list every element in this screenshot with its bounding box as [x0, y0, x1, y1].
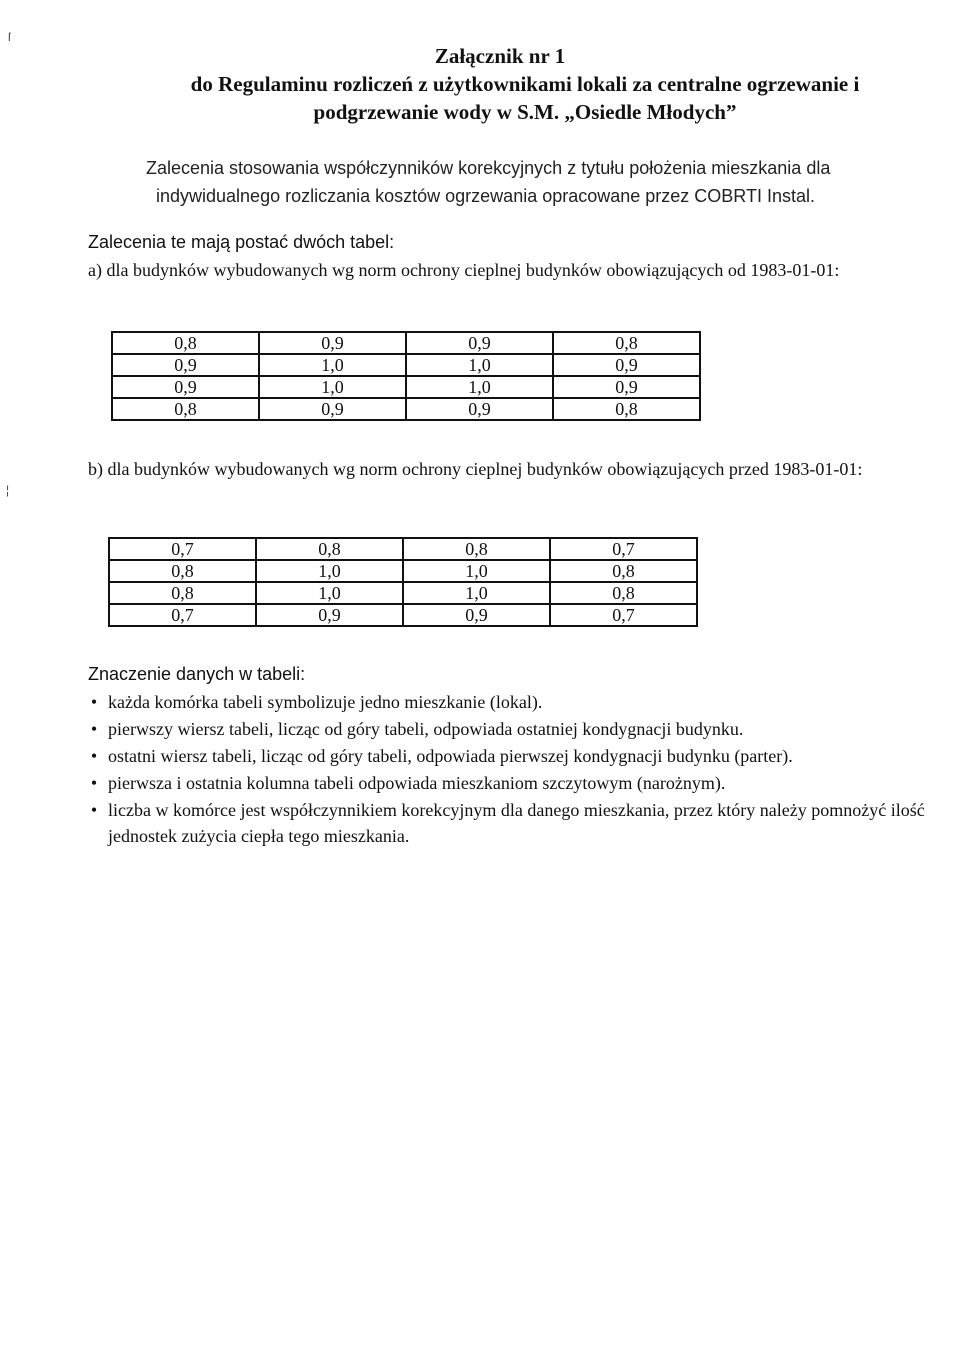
table-cell: 0,9: [403, 604, 550, 626]
intro-line2: indywidualnego rozliczania kosztów ogrzewania opracowane przez COBRTI Instal.: [156, 186, 815, 206]
table-row: [112, 332, 700, 354]
bullet-icon: •: [90, 746, 98, 766]
bullet-icon: •: [90, 800, 98, 820]
section-b-text: b) dla budynków wybudowanych wg norm ochrony cieplnej budynków obowiązujących przed 1983-01-01:: [88, 459, 863, 479]
table-cell: 0,8: [256, 538, 403, 560]
table-cell: 0,8: [550, 560, 697, 582]
coefficient-table-b: [108, 537, 698, 627]
bullet-icon: •: [90, 773, 98, 793]
intro-paragraph: [146, 154, 926, 210]
table-cell: 0,8: [550, 582, 697, 604]
list-item: [88, 770, 958, 796]
list-item-text: pierwszy wiersz tabeli, licząc od góry tabeli, odpowiada ostatniej kondygnacji budynku.: [108, 719, 744, 739]
table-cell: 0,9: [406, 398, 553, 420]
table-cell: 0,9: [256, 604, 403, 626]
list-item: [88, 743, 958, 769]
table-cell: 0,9: [112, 354, 259, 376]
table-cell: 0,9: [259, 332, 406, 354]
list-item: [88, 689, 958, 715]
table-cell: 0,8: [112, 398, 259, 420]
table-cell: 1,0: [406, 354, 553, 376]
table-cell: 1,0: [256, 560, 403, 582]
table-meaning-section: [88, 661, 958, 850]
attachment-title: Załącznik nr 1: [434, 44, 566, 68]
table-cell: 0,9: [112, 376, 259, 398]
table-row: [109, 560, 697, 582]
bullet-icon: •: [90, 719, 98, 739]
section-a-text: a) dla budynków wybudowanych wg norm ochrony cieplnej budynków obowiązujących od 1983-01-01:: [88, 260, 840, 280]
regulation-title-line2: podgrzewanie wody w S.M. „Osiedle Młodych”: [313, 100, 737, 124]
table-cell: 0,7: [109, 604, 256, 626]
intro-line1: Zalecenia stosowania współczynników korekcyjnych z tytułu położenia mieszkania dla: [146, 158, 831, 178]
table-cell: 0,8: [403, 538, 550, 560]
table-cell: 1,0: [256, 582, 403, 604]
table-cell: 0,8: [109, 560, 256, 582]
table-cell: 1,0: [259, 376, 406, 398]
table-row: [109, 538, 697, 560]
table-row: [112, 354, 700, 376]
table-row: [109, 582, 697, 604]
list-item-text: liczba w komórce jest współczynnikiem korekcyjnym dla danego mieszkania, przez który należy pomnożyć ilość jednostek zużycia ciepła tego mieszkania.: [108, 800, 925, 846]
table-cell: 0,9: [406, 332, 553, 354]
tables-lead: Zalecenia te mają postać dwóch tabel:: [88, 232, 395, 252]
table-cell: 0,8: [553, 398, 700, 420]
table-row: [109, 604, 697, 626]
table-cell: 0,7: [109, 538, 256, 560]
table-cell: 0,8: [553, 332, 700, 354]
list-item-text: każda komórka tabeli symbolizuje jedno mieszkanie (lokal).: [108, 692, 543, 712]
table-cell: 1,0: [259, 354, 406, 376]
section-b-paragraph: [88, 455, 958, 483]
table-cell: 0,9: [553, 376, 700, 398]
table-cell: 1,0: [403, 560, 550, 582]
table-row: [112, 376, 700, 398]
table-cell: 0,7: [550, 538, 697, 560]
table-cell: 0,7: [550, 604, 697, 626]
list-item: [88, 716, 958, 742]
table-cell: 0,9: [259, 398, 406, 420]
list-item-text: pierwsza i ostatnia kolumna tabeli odpowiada mieszkaniom szczytowym (narożnym).: [108, 773, 726, 793]
regulation-title-line1: do Regulaminu rozliczeń z użytkownikami lokali za centralne ogrzewanie i: [190, 72, 860, 96]
list-item-text: ostatni wiersz tabeli, licząc od góry tabeli, odpowiada pierwszej kondygnacji budynku (parter).: [108, 746, 793, 766]
section-a-paragraph: [88, 228, 958, 284]
meaning-title: Znaczenie danych w tabeli:: [88, 664, 306, 684]
table-cell: 0,8: [109, 582, 256, 604]
margin-scan-mark: ſ: [8, 30, 11, 44]
bullet-icon: •: [90, 692, 98, 712]
table-cell: 1,0: [406, 376, 553, 398]
margin-scan-mark: ¦: [6, 483, 10, 497]
list-item: [88, 797, 958, 849]
table-cell: 1,0: [403, 582, 550, 604]
meaning-list: [88, 689, 958, 849]
coefficient-table-a: [111, 331, 701, 421]
table-cell: 0,8: [112, 332, 259, 354]
table-row: [112, 398, 700, 420]
document-header: [0, 42, 960, 126]
table-cell: 0,9: [553, 354, 700, 376]
